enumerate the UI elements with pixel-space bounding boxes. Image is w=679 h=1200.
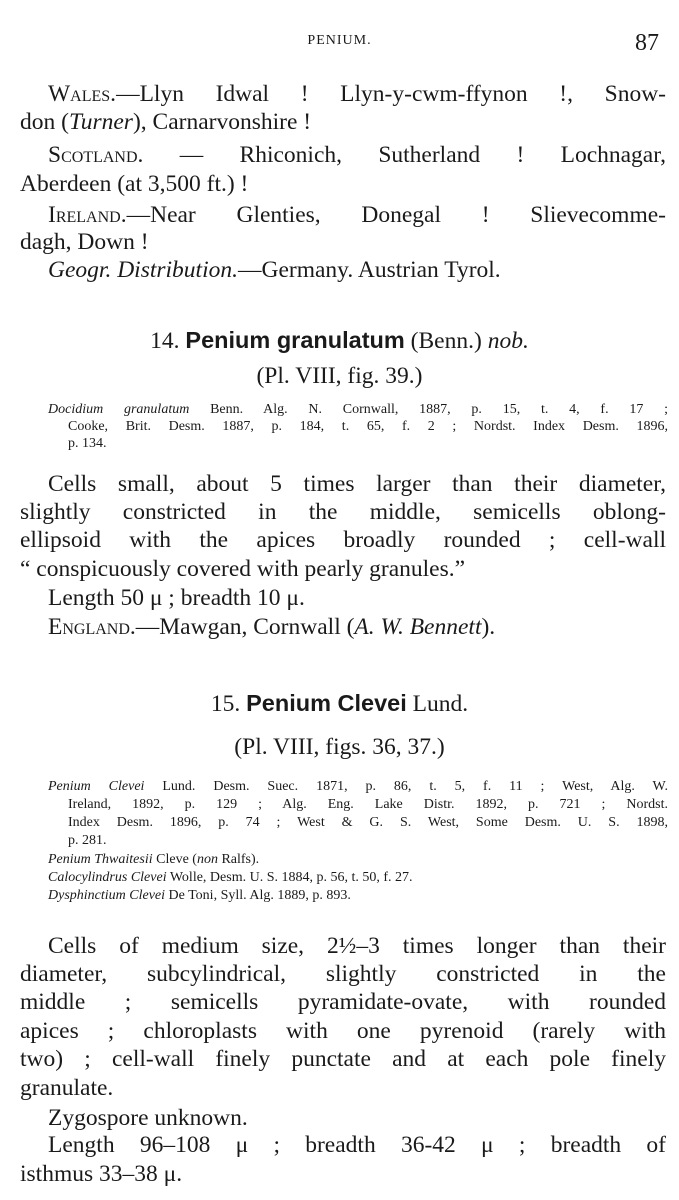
species-15-description-1: Cells of medium size, 2½–3 times longer than their (48, 933, 666, 959)
species-15-heading (0, 689, 679, 718)
species-15-synonymy-3: Index Desm. 1896, p. 74 ; West & G. S. West, Some Desm. U. S. 1898, (68, 815, 668, 830)
distribution-scotland-line-2: Aberdeen (at 3,500 ft.) ! (20, 171, 249, 197)
wales-text-2a: don ( (20, 109, 69, 135)
species-14-name: Penium granulatum (185, 327, 405, 353)
scotland-label: Scotland. (48, 142, 144, 168)
syn-15-ref-5d: Ralfs). (217, 852, 260, 867)
wales-text-1: —Llyn Idwal ! Llyn-y-cwm-ffynon !, Snow- (116, 81, 666, 107)
species-15-synonymy-2: Ireland, 1892, p. 129 ; Alg. Eng. Lake Distr. 1892, p. 721 ; Nordst. (68, 797, 668, 812)
species-15-description-3: middle ; semicells pyramidate-ovate, with rounded (20, 989, 666, 1015)
geogr-label: Geogr. Distribution. (48, 257, 238, 283)
species-15-zygospore: Zygospore unknown. (48, 1105, 248, 1131)
england-text-c: ). (481, 614, 496, 640)
wales-label: Wales. (48, 81, 117, 107)
species-15-description-5: two) ; cell-wall finely punctate and at each pole finely (20, 1046, 666, 1072)
species-14-heading (0, 326, 679, 355)
species-15-measurements-1: Length 96–108 μ ; breadth 36-42 μ ; breadth of (48, 1132, 666, 1158)
syn-15-ref-7: De Toni, Syll. Alg. 1889, p. 893. (165, 888, 351, 903)
distribution-wales-line-2 (20, 108, 666, 136)
species-14-description-2: slightly constricted in the middle, semicells oblong- (20, 499, 666, 525)
syn-15-ref-5b: Cleve ( (152, 852, 197, 867)
scotland-text-1: — Rhiconich, Sutherland ! Lochnagar, (143, 142, 666, 168)
species-14-description-1: Cells small, about 5 times larger than their diameter, (48, 471, 666, 497)
syn-docidium-name: Docidium granulatum (48, 402, 190, 417)
species-15-synonymy-6 (48, 869, 668, 886)
species-14-synonymy-2: Cooke, Brit. Desm. 1887, p. 184, t. 65, f. 2 ; Nordst. Index Desm. 1896, (68, 419, 668, 434)
distribution-scotland-line-1 (48, 141, 666, 169)
syn-penium-thwaitesii: Penium Thwaitesii (48, 852, 153, 867)
distribution-ireland-line-2: dagh, Down ! (20, 229, 149, 255)
species-14-synonymy-1 (48, 401, 668, 418)
species-14-synonymy-3: p. 134. (68, 436, 107, 451)
species-15-measurements-2: isthmus 33–38 μ. (20, 1161, 183, 1187)
page-number: 87 (635, 30, 659, 56)
species-14-description-4: “ conspicuously covered with pearly granules.” (20, 556, 466, 582)
species-15-description-2: diameter, subcylindrical, slightly constricted in the (20, 961, 666, 987)
syn-15-non: non (196, 852, 218, 867)
collector-turner: Turner (68, 109, 133, 135)
species-15-synonymy-4: p. 281. (68, 833, 107, 848)
distribution-wales-line-1 (48, 80, 666, 108)
species-15-name: Penium Clevei (246, 690, 407, 716)
species-15-synonymy-1 (48, 778, 668, 795)
species-15-number: 15. (210, 691, 241, 717)
species-15-description-4: apices ; chloroplasts with one pyrenoid (rarely with (20, 1018, 666, 1044)
syn-14-ref-1: Benn. Alg. N. Cornwall, 1887, p. 15, t. 4, f. 17 ; (189, 402, 668, 417)
syn-dysphinctium-clevei: Dysphinctium Clevei (48, 888, 166, 903)
syn-15-ref-1: Lund. Desm. Suec. 1871, p. 86, t. 5, f. 11 ; West, Alg. W. (144, 779, 668, 794)
species-14-plate: (Pl. VIII, fig. 39.) (256, 363, 423, 389)
running-title: PENIUM. (307, 33, 372, 48)
species-15-plate: (Pl. VIII, figs. 36, 37.) (234, 734, 445, 760)
collector-bennett: A. W. Bennett (354, 614, 482, 640)
species-15-author: Lund. (406, 691, 469, 717)
geogr-text: —Germany. Austrian Tyrol. (237, 257, 501, 283)
species-15-description-6: granulate. (20, 1075, 114, 1101)
species-14-description-3: ellipsoid with the apices broadly rounded ; cell-wall (20, 527, 666, 553)
species-15-synonymy-7 (48, 887, 668, 904)
distribution-ireland-line-1 (48, 201, 666, 229)
ireland-text-1: —Near Glenties, Donegal ! Slievecomme- (126, 202, 666, 228)
syn-penium-clevei: Penium Clevei (48, 779, 145, 794)
species-14-england (48, 613, 666, 641)
syn-15-ref-6: Wolle, Desm. U. S. 1884, p. 56, t. 50, f. 27. (166, 870, 413, 885)
wales-text-2c: ), Carnarvonshire ! (132, 109, 312, 135)
species-15-synonymy-5 (48, 851, 668, 868)
species-14-number: 14. (150, 328, 180, 354)
england-label: England. (48, 614, 136, 640)
england-text-a: —Mawgan, Cornwall ( (135, 614, 355, 640)
species-14-author-nob: nob. (487, 328, 529, 354)
ireland-label: Ireland. (48, 202, 127, 228)
geographic-distribution (48, 256, 666, 284)
species-14-author: (Benn.) (404, 328, 488, 354)
species-14-measurements: Length 50 μ ; breadth 10 μ. (48, 585, 305, 611)
syn-calocylindrus-clevei: Calocylindrus Clevei (48, 870, 167, 885)
